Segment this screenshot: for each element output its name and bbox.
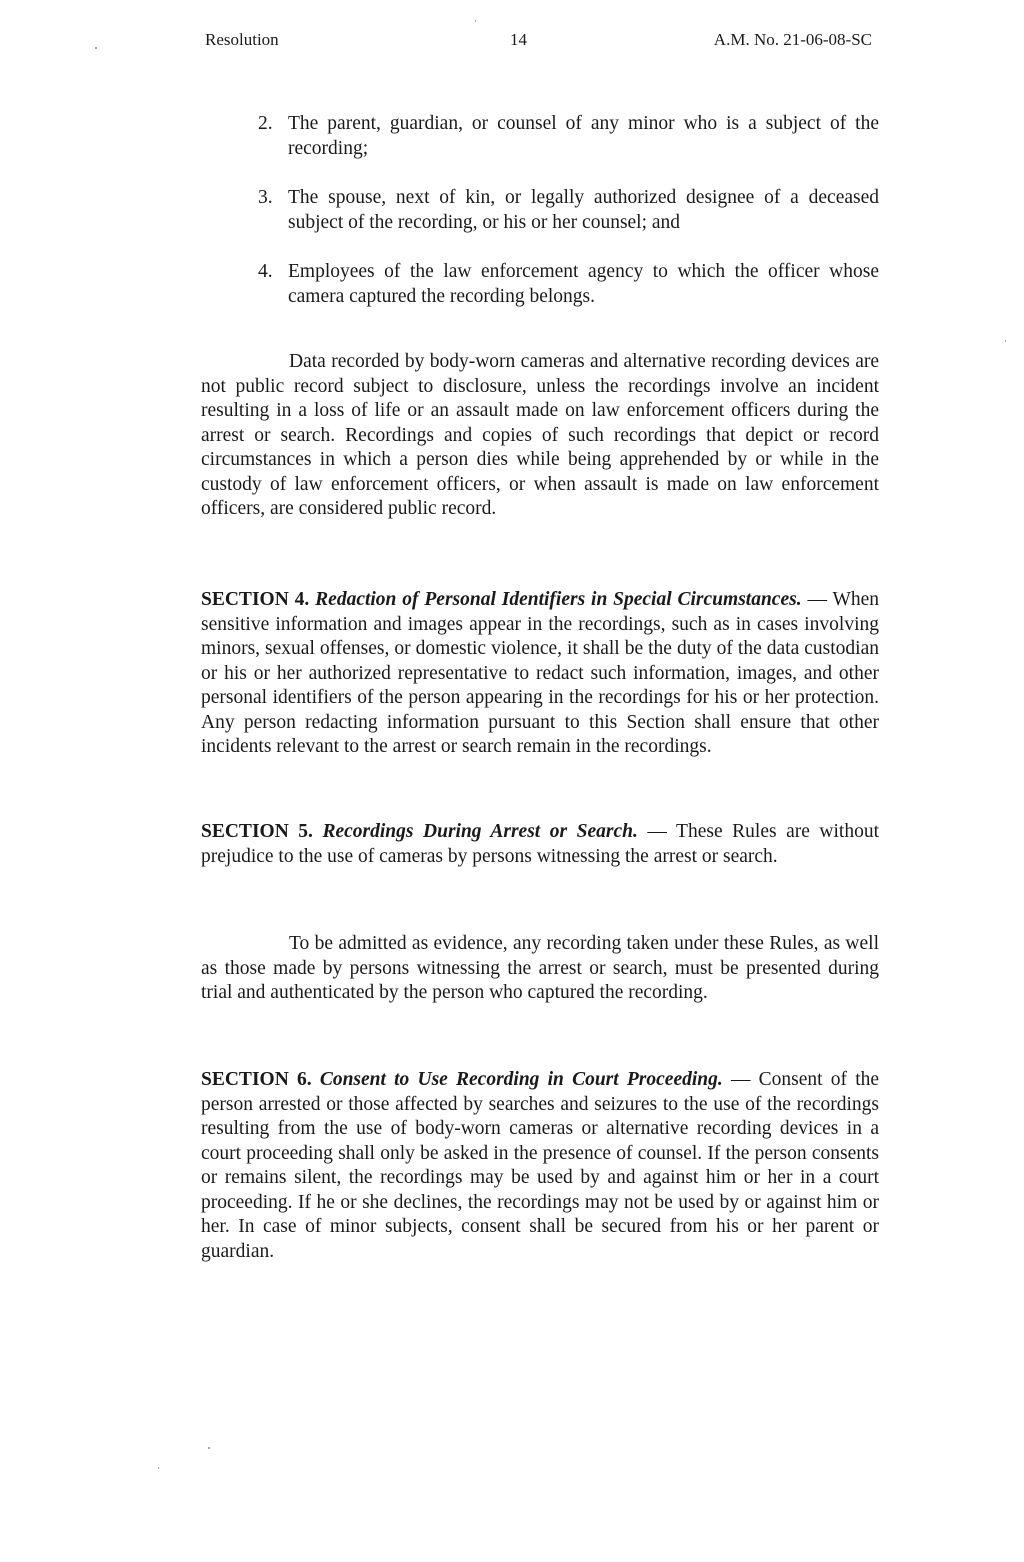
header-page-number: 14 [510,30,527,49]
scan-speck [158,1467,159,1469]
section-4-label: SECTION 4. [201,589,310,610]
section-4-title: Redaction of Personal Identifiers in Special Circumstances. [315,589,802,610]
section-5-label: SECTION 5. [201,821,313,842]
section-4-body: — When sensitive information and images appear in the recordings, such as in cases involving minors, sexual offenses, or domestic violence, it shall be the duty of the data custodian or his or her authorized representative to redact such information, images, and other personal identifiers of the person appearing in the recordings for his or her protection. Any person redacting information pursuant to this Section shall ensure that other incidents relevant to the arrest or search remain in the recordings. [201,589,880,757]
section-4 [201,588,879,760]
list-item-number: 2. [258,113,273,134]
paragraph-data-recorded: Data recorded by body-worn cameras and alternative recording devices are not public record subject to disclosure, unless the recordings involve an incident resulting in a loss of life or an assault made on law enforcement officers during the arrest or search. Recordings and copies of such recordings that depict or record circumstances in which a person dies while being apprehended by or while in the custody of law enforcement officers, or when assault is made on law enforcement officers, are considered public record. [201,351,879,519]
section-5-title: Recordings During Arrest or Search. [322,821,638,842]
section-6-body: — Consent of the person arrested or those affected by searches and seizures to the use of the recordings resulting from the use of body-worn cameras or alternative recording devices in a court proceeding shall only be asked in the presence of counsel. If the person consents or remains silent, the recordings may be used by and against him or her in a court proceeding. If he or she declines, the recordings may not be used by or against him or her. In case of minor subjects, consent shall be secured from his or her parent or guardian. [201,1069,880,1262]
section-5 [201,820,879,869]
section-5-body: — These Rules are without prejudice to the use of cameras by persons witnessing the arrest or search. [201,821,880,867]
list-item-text: Employees of the law enforcement agency to which the officer whose camera captured the recording belongs. [288,261,879,307]
list-item [201,186,879,235]
scan-speck [95,47,97,49]
list-item [201,112,879,161]
scan-speck [1005,340,1006,342]
list-item-number: 3. [258,187,273,208]
header-document-type: Resolution [205,30,279,49]
page-header [205,30,872,54]
list-item-text: The parent, guardian, or counsel of any minor who is a subject of the recording; [288,113,879,159]
header-case-number: A.M. No. 21-06-08-SC [713,30,872,49]
paragraph-evidence: To be admitted as evidence, any recording taken under these Rules, as well as those made by persons witnessing the arrest or search, must be presented during trial and authenticated by the person who captured the recording. [201,933,879,1003]
list-item [201,260,879,309]
scan-speck [475,20,476,22]
section-6-title: Consent to Use Recording in Court Proceeding. [319,1069,723,1090]
section-6-label: SECTION 6. [201,1069,312,1090]
list-item-text: The spouse, next of kin, or legally authorized designee of a deceased subject of the recording, or his or her counsel; and [288,187,879,233]
scan-speck [208,1447,210,1449]
list-item-number: 4. [258,261,273,282]
authorized-persons-list [201,112,879,334]
section-6 [201,1068,879,1264]
